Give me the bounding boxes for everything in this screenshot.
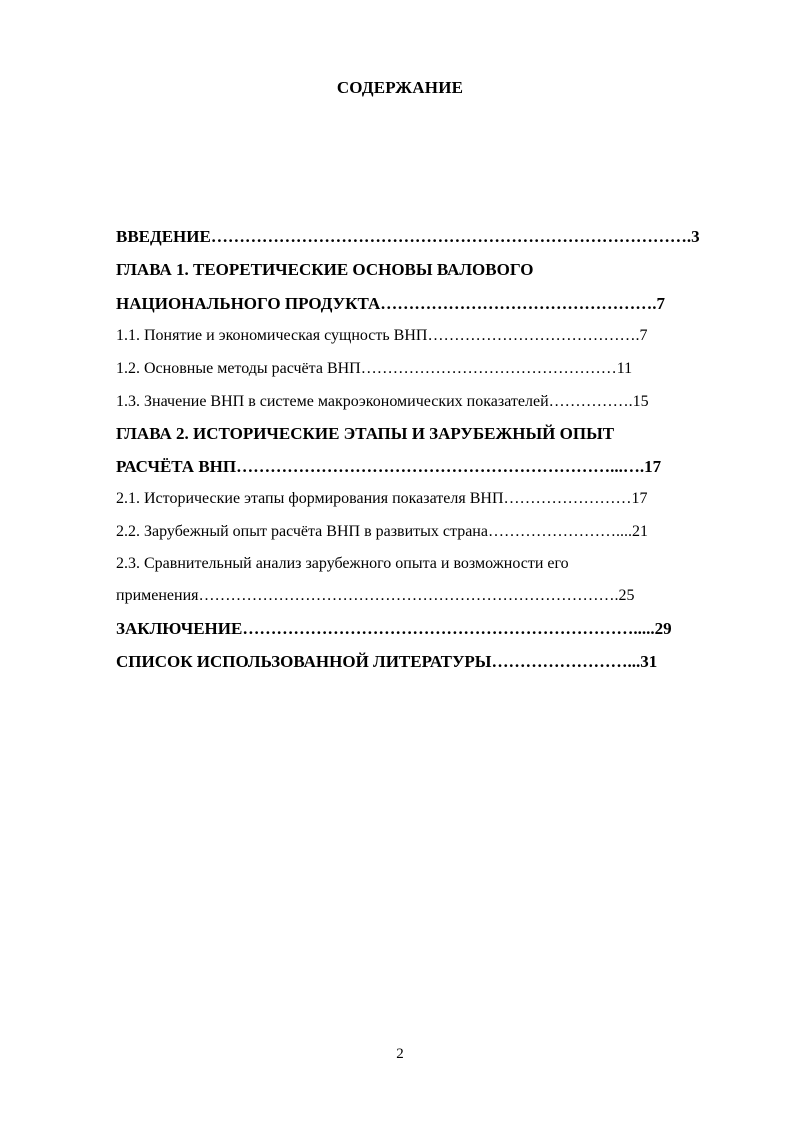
toc-entry-section-1-3: 1.3. Значение ВНП в системе макроэкономических показателей…………….15 (116, 393, 649, 410)
document-title: СОДЕРЖАНИЕ (336, 78, 464, 97)
toc-entry-section-1-1: 1.1. Понятие и экономическая сущность ВНП………………………………….7 (116, 327, 648, 344)
toc-entry-chapter-1-line-2: НАЦИОНАЛЬНОГО ПРОДУКТА………………………………………….7 (116, 294, 665, 313)
toc-entry-chapter-1-line-1: ГЛАВА 1. ТЕОРЕТИЧЕСКИЕ ОСНОВЫ ВАЛОВОГО (116, 260, 534, 279)
toc-entry-chapter-2-line-2: РАСЧЁТА ВНП…………………………………………………………...….17 (116, 457, 662, 476)
toc-entry-references: СПИСОК ИСПОЛЬЗОВАННОЙ ЛИТЕРАТУРЫ……………………...31 (116, 652, 658, 671)
toc-entry-section-2-3-line-1: 2.3. Сравнительный анализ зарубежного опыта и возможности его (116, 555, 569, 572)
page-number: 2 (396, 1046, 404, 1062)
toc-entry-chapter-2-line-1: ГЛАВА 2. ИСТОРИЧЕСКИЕ ЭТАПЫ И ЗАРУБЕЖНЫЙ ОПЫТ (116, 424, 615, 443)
toc-entry-section-2-1: 2.1. Исторические этапы формирования показателя ВНП……………………17 (116, 490, 648, 507)
toc-entry-section-1-2: 1.2. Основные методы расчёта ВНП…………………………………………11 (116, 360, 633, 377)
toc-entry-section-2-2: 2.2. Зарубежный опыт расчёта ВНП в развитых страна……………………....21 (116, 523, 648, 540)
toc-entry-introduction: ВВЕДЕНИЕ………………………………………………………………………….3 (116, 227, 700, 246)
toc-entry-conclusion: ЗАКЛЮЧЕНИЕ…………………………………………………………….....29 (116, 619, 672, 638)
toc-entry-section-2-3-line-2: применения…………………………………………………………………….25 (116, 587, 635, 604)
